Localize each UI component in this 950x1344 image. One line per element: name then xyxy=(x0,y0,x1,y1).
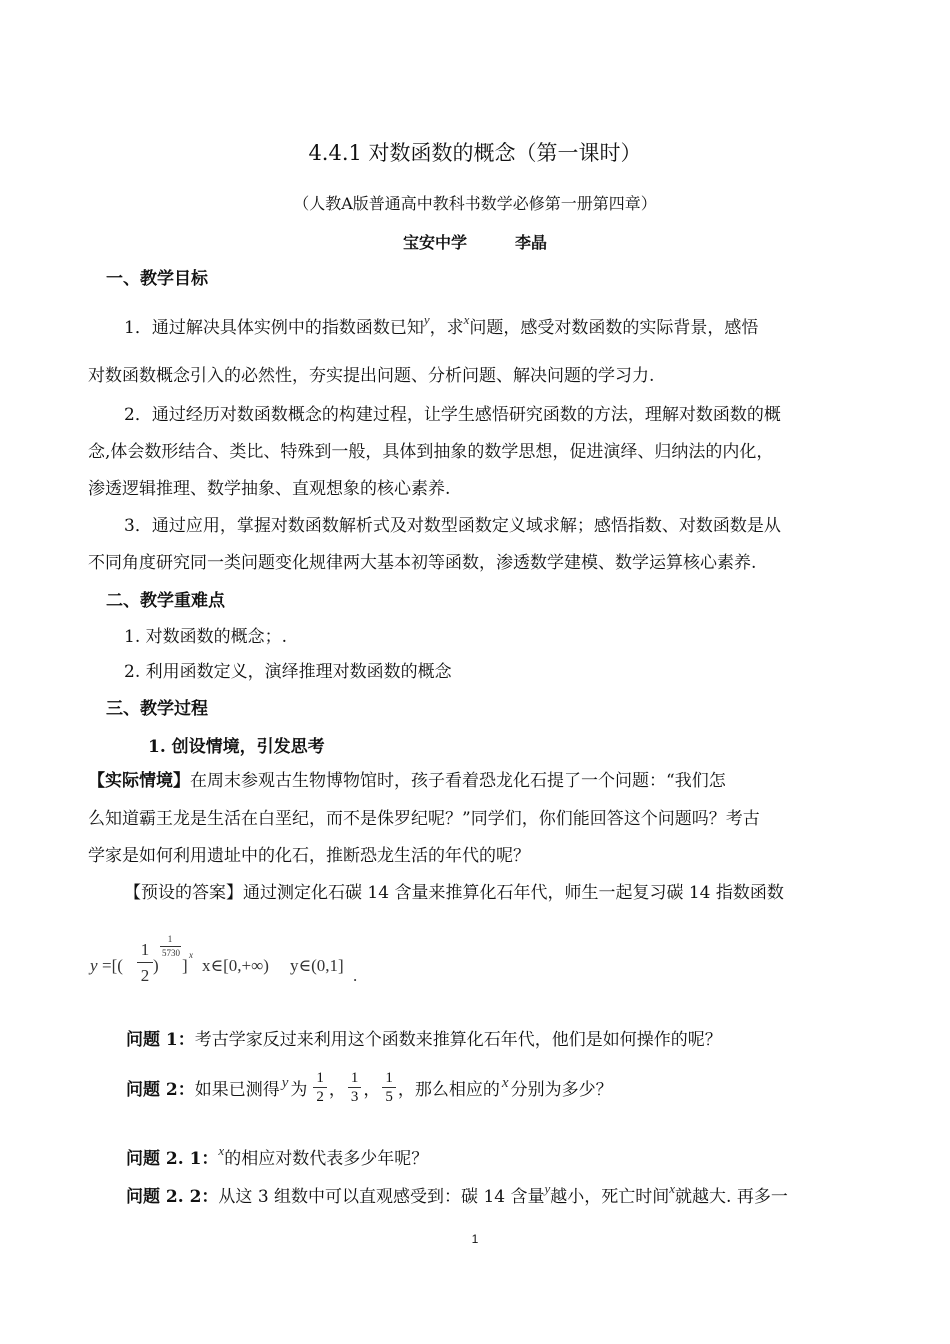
var-y: y xyxy=(544,1181,551,1196)
goal-1-text-b: ，求 xyxy=(429,318,464,338)
fraction-one-fifth xyxy=(382,1069,396,1106)
var-x: x xyxy=(218,1143,225,1158)
comma-separator: ， xyxy=(328,1080,346,1100)
question-2-1-label: 问题 2. 1： xyxy=(126,1149,219,1169)
formula-exp-bar xyxy=(160,946,181,947)
question-2-text-d: 分别为多少？ xyxy=(510,1080,613,1100)
key-point-2: 2. 利用函数定义，演绎推理对数函数的概念 xyxy=(124,662,452,682)
author-line xyxy=(0,230,950,253)
question-1-text: 考古学家反过来利用这个函数来推算化石年代，他们是如何操作的呢？ xyxy=(194,1030,722,1050)
section-heading-process: 三、教学过程 xyxy=(106,699,208,719)
goal-1-line-1 xyxy=(124,313,758,338)
carbon14-formula xyxy=(90,936,390,988)
goal-1-text-a: 1．通过解决具体实例中的指数函数已知 xyxy=(124,318,424,338)
question-2-2-label: 问题 2. 2： xyxy=(126,1187,219,1207)
formula-y: y xyxy=(90,956,98,975)
var-x: x xyxy=(501,1075,509,1091)
formula-base-den: 2 xyxy=(140,966,150,985)
answer-text: 通过测定化石碳 14 含量来推算化石年代，师生一起复习碳 14 指数函数 xyxy=(243,883,784,903)
author-name: 李晶 xyxy=(515,233,548,252)
formula-base-num: 1 xyxy=(140,940,150,959)
section-heading-goals: 一、教学目标 xyxy=(106,269,208,289)
page-number: 1 xyxy=(471,1232,479,1246)
fraction-denominator: 5 xyxy=(385,1089,393,1105)
question-1-label: 问题 1： xyxy=(126,1030,195,1050)
answer-label: 【预设的答案】 xyxy=(124,883,243,903)
var-y: y xyxy=(281,1075,289,1091)
formula-outer-exp: x xyxy=(189,950,193,960)
question-2-label: 问题 2： xyxy=(126,1080,195,1100)
question-1 xyxy=(126,1025,722,1050)
goal-3-line-1: 3．通过应用，掌握对数函数解析式及对数型函数定义域求解；感悟指数、对数函数是从 xyxy=(124,516,781,536)
school-name: 宝安中学 xyxy=(402,233,467,252)
formula-bracket: ] xyxy=(182,956,188,975)
situation-line-2: 么知道霸王龙是生活在白垩纪，而不是侏罗纪呢？”同学们，你们能回答这个问题吗？考古 xyxy=(88,809,760,829)
goal-2-line-3: 渗透逻辑推理、数学抽象、直观想象的核心素养. xyxy=(88,479,451,499)
formula-exp-num: 1 xyxy=(167,934,173,944)
textbook-subtitle: （人教A版普通高中教科书数学必修第一册第四章） xyxy=(293,194,657,213)
fraction-denominator: 3 xyxy=(350,1089,359,1105)
situation-line-3: 学家是如何利用遗址中的化石，推断恐龙生活的年代的呢？ xyxy=(88,846,530,866)
goal-3-line-2: 不同角度研究同一类问题变化规律两大基本初等函数，渗透数学建模、数学运算核心素养. xyxy=(88,553,757,573)
situation-label: 【实际情境】 xyxy=(88,771,190,791)
question-2-text-c: ，那么相应的 xyxy=(397,1080,500,1100)
question-2-2 xyxy=(126,1182,788,1207)
question-2 xyxy=(126,1058,613,1106)
var-y: y xyxy=(423,312,430,327)
answer-line xyxy=(124,878,784,903)
question-2-text-b: 为 xyxy=(290,1080,308,1100)
formula-dot: . xyxy=(353,966,358,985)
question-2-2-text-b: 越小，死亡时间 xyxy=(550,1187,670,1207)
fraction-numerator: 1 xyxy=(313,1069,327,1088)
formula-range: y∈(0,1] xyxy=(290,956,344,975)
situation-line-1 xyxy=(88,766,726,791)
formula-domain: x∈[0,+∞) xyxy=(202,956,269,975)
fraction-numerator: 1 xyxy=(382,1069,396,1088)
formula-eq: =[( xyxy=(102,956,123,975)
fraction-one-half xyxy=(313,1069,327,1106)
goal-2-line-2: 念,体会数形结合、类比、特殊到一般，具体到抽象的数学思想，促进演绎、归纳法的内化， xyxy=(88,442,774,462)
fraction-numerator: 1 xyxy=(348,1069,362,1088)
goal-1-line-2: 对数函数概念引入的必然性，夯实提出问题、分析问题、解决问题的学习力. xyxy=(88,366,655,386)
fraction-one-third xyxy=(348,1069,362,1106)
formula-exp-den: 5730 xyxy=(162,948,180,958)
section-heading-key-points: 二、教学重难点 xyxy=(106,591,225,611)
goal-2-line-1: 2．通过经历对数函数概念的构建过程，让学生感悟研究函数的方法，理解对数函数的概 xyxy=(124,405,781,425)
situation-text-1: 在周末参观古生物博物馆时，孩子看着恐龙化石提了一个问题：“我们怎 xyxy=(190,771,726,791)
question-2-text-a: 如果已测得 xyxy=(194,1080,280,1100)
question-2-2-text-c: 就越大. 再多一 xyxy=(675,1187,788,1207)
question-2-1-text: 的相应对数代表多少年呢？ xyxy=(224,1149,429,1169)
var-x: x xyxy=(669,1181,676,1196)
question-2-2-text-a: 从这 3 组数中可以直观感受到：碳 14 含量 xyxy=(218,1187,545,1207)
fraction-denominator: 2 xyxy=(316,1089,324,1105)
comma-separator: ， xyxy=(363,1080,381,1100)
var-x: x xyxy=(463,312,470,327)
key-point-1: 1. 对数函数的概念；. xyxy=(124,627,288,647)
subsection-heading-situation: 1. 创设情境，引发思考 xyxy=(148,737,325,757)
page-title: 4.4.1 对数函数的概念（第一课时） xyxy=(308,141,642,165)
formula-frac-bar xyxy=(137,962,153,963)
question-2-1 xyxy=(126,1144,428,1169)
goal-1-text-c: 问题，感受对数函数的实际背景，感悟 xyxy=(469,318,759,338)
formula-close: ) xyxy=(153,956,159,975)
